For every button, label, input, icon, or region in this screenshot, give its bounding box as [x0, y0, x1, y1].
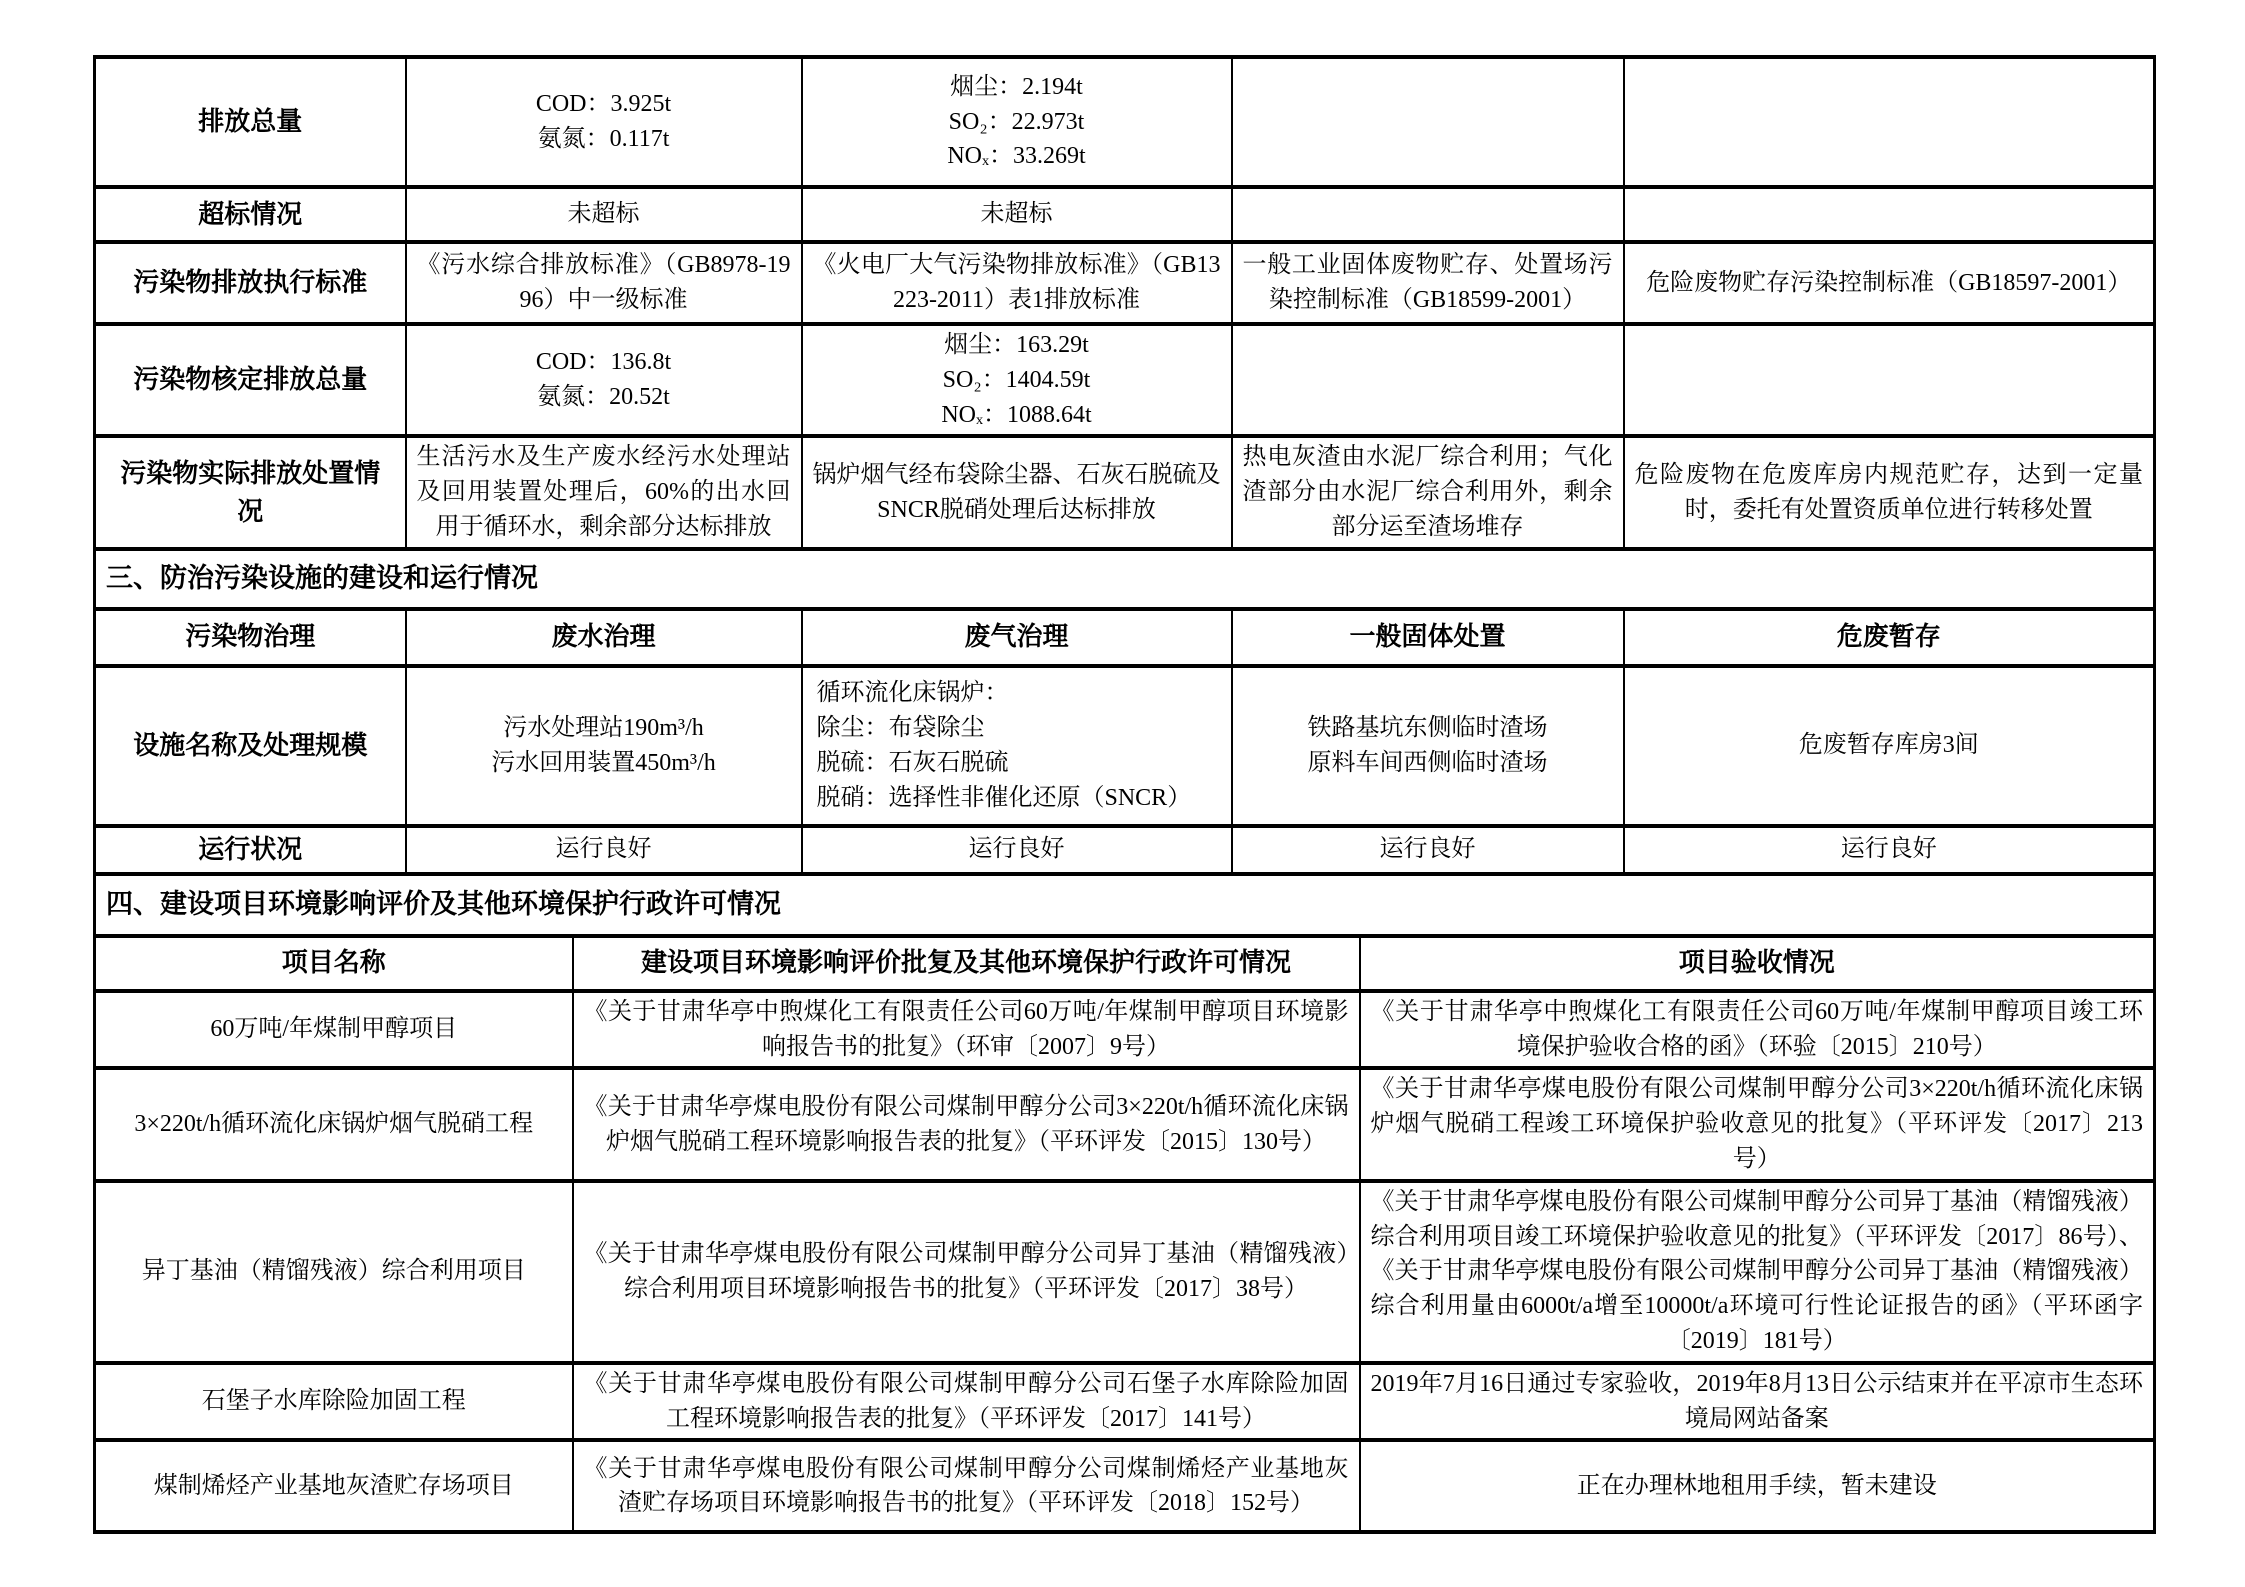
cell-facility-hazard: 危废暂存库房3间	[1624, 666, 2155, 826]
row-actual-disposal	[95, 436, 2155, 548]
cell-exceed-air: 未超标	[802, 187, 1232, 242]
row-emission-total	[95, 57, 2155, 187]
cell-project-5-acceptance: 正在办理林地租用手续，暂未建设	[1360, 1440, 2155, 1532]
cell-actual-label: 污染物实际排放处置情况	[95, 436, 406, 548]
project-header-approval: 建设项目环境影响评价批复及其他环境保护行政许可情况	[573, 936, 1360, 991]
text-line: COD：136.8t	[535, 349, 672, 376]
cell-standard-label: 污染物排放执行标准	[95, 242, 406, 324]
cell-standard-water: 《污水综合排放标准》（GB8978-1996）中一级标准	[406, 242, 802, 324]
cell-exceed-hazard-empty	[1624, 187, 2155, 242]
cell-approved-label: 污染物核定排放总量	[95, 324, 406, 436]
text-line: NOₓ：33.269t	[947, 143, 1086, 170]
cell-approved-hazard-empty	[1624, 324, 2155, 436]
cell-standard-solid: 一般工业固体废物贮存、处置场污染控制标准（GB18599-2001）	[1232, 242, 1624, 324]
text-line: 循环流化床锅炉：	[816, 680, 1009, 707]
row-facility	[95, 666, 2155, 826]
cell-project-1-acceptance: 《关于甘肃华亭中煦煤化工有限责任公司60万吨/年煤制甲醇项目竣工环境保护验收合格的函》（环验〔2015〕210号）	[1360, 991, 2155, 1069]
cell-status-hazard: 运行良好	[1624, 826, 2155, 874]
facility-header-solid: 一般固体处置	[1232, 609, 1624, 666]
row-status	[95, 826, 2155, 874]
row-section3-heading	[95, 549, 2155, 609]
row-project-3	[95, 1181, 2155, 1363]
cell-status-solid: 运行良好	[1232, 826, 1624, 874]
cell-status-water: 运行良好	[406, 826, 802, 874]
facility-header-water: 废水治理	[406, 609, 802, 666]
cell-project-3-acceptance: 《关于甘肃华亭煤电股份有限公司煤制甲醇分公司异丁基油（精馏残液）综合利用项目竣工环境保护验收意见的批复》（平环评发〔2017〕86号）、《关于甘肃华亭煤电股份有限公司煤制甲醇分公司异丁基油（精馏残液）综合利用量由6000t/a增至10000t/a环境可行性论证报告的函》（平环函字〔2019〕181号）	[1360, 1181, 2155, 1363]
cell-project-1-name: 60万吨/年煤制甲醇项目	[95, 991, 573, 1069]
cell-project-5-approval: 《关于甘肃华亭煤电股份有限公司煤制甲醇分公司煤制烯烃产业基地灰渣贮存场项目环境影响报告书的批复》（平环评发〔2018〕152号）	[573, 1440, 1360, 1532]
cell-emission-water	[406, 57, 802, 187]
cell-emission-label: 排放总量	[95, 57, 406, 187]
section3-heading: 三、防治污染设施的建设和运行情况	[95, 549, 2155, 609]
text-line: 脱硫：石灰石脱硫	[816, 749, 1009, 776]
text-line: 氨氮：0.117t	[537, 126, 670, 152]
text-line: SO₂：1404.59t	[942, 366, 1091, 393]
cell-project-2-name: 3×220t/h循环流化床锅炉烟气脱硝工程	[95, 1068, 573, 1180]
cell-emission-solid-empty	[1232, 57, 1624, 187]
row-project-1	[95, 991, 2155, 1069]
cell-actual-air: 锅炉烟气经布袋除尘器、石灰石脱硫及SNCR脱硝处理后达标排放	[802, 436, 1232, 548]
row-standard	[95, 242, 2155, 324]
cell-standard-hazard: 危险废物贮存污染控制标准（GB18597-2001）	[1624, 242, 2155, 324]
cell-facility-solid	[1232, 666, 1624, 826]
cell-exceed-solid-empty	[1232, 187, 1624, 242]
facility-header-treatment: 污染物治理	[95, 609, 406, 666]
cell-standard-air: 《火电厂大气污染物排放标准》（GB13223-2011）表1排放标准	[802, 242, 1232, 324]
text-line: 氨氮：20.52t	[537, 384, 670, 411]
text-line: COD：3.925t	[535, 91, 672, 118]
cell-actual-water: 生活污水及生产废水经污水处理站及回用装置处理后，60%的出水回用于循环水，剩余部分达标排放	[406, 436, 802, 548]
row-project-4	[95, 1363, 2155, 1441]
row-project-2	[95, 1068, 2155, 1180]
cell-facility-water	[406, 666, 802, 826]
cell-actual-hazard: 危险废物在危废库房内规范贮存，达到一定量时，委托有处置资质单位进行转移处置	[1624, 436, 2155, 548]
project-header-name: 项目名称	[95, 936, 573, 991]
cell-approved-air	[802, 324, 1232, 436]
cell-approved-solid-empty	[1232, 324, 1624, 436]
cell-emission-hazard-empty	[1624, 57, 2155, 187]
cell-approved-water	[406, 324, 802, 436]
row-exceed	[95, 187, 2155, 242]
cell-project-3-name: 异丁基油（精馏残液）综合利用项目	[95, 1181, 573, 1363]
cell-project-2-acceptance: 《关于甘肃华亭煤电股份有限公司煤制甲醇分公司3×220t/h循环流化床锅炉烟气脱硝工程竣工环境保护验收意见的批复》（平环评发〔2017〕213号）	[1360, 1068, 2155, 1180]
text-line: 污水处理站190m³/h	[503, 714, 704, 741]
cell-status-air: 运行良好	[802, 826, 1232, 874]
cell-actual-solid: 热电灰渣由水泥厂综合利用；气化渣部分由水泥厂综合利用外，剩余部分运至渣场堆存	[1232, 436, 1624, 548]
section4-heading: 四、建设项目环境影响评价及其他环境保护行政许可情况	[95, 874, 2155, 936]
cell-project-1-approval: 《关于甘肃华亭中煦煤化工有限责任公司60万吨/年煤制甲醇项目环境影响报告书的批复》（环审〔2007〕9号）	[573, 991, 1360, 1069]
text-line: 铁路基坑东侧临时渣场	[1307, 714, 1548, 741]
cell-project-5-name: 煤制烯烃产业基地灰渣贮存场项目	[95, 1440, 573, 1532]
text-line: NOₓ：1088.64t	[941, 401, 1092, 428]
report-table	[93, 55, 2156, 1534]
cell-project-4-name: 石堡子水库除险加固工程	[95, 1363, 573, 1441]
project-header-acceptance: 项目验收情况	[1360, 936, 2155, 991]
text-line: 脱硝：选择性非催化还原（SNCR）	[816, 784, 1192, 811]
text-line: 烟尘：163.29t	[944, 332, 1089, 358]
cell-facility-label: 设施名称及处理规模	[95, 666, 406, 826]
text-line: 污水回用装置450m³/h	[491, 749, 716, 776]
cell-project-4-approval: 《关于甘肃华亭煤电股份有限公司煤制甲醇分公司石堡子水库除险加固工程环境影响报告表的批复》（平环评发〔2017〕141号）	[573, 1363, 1360, 1441]
text-line: SO₂：22.973t	[948, 108, 1085, 135]
text-line: 除尘：布袋除尘	[816, 714, 985, 741]
facility-header-hazard: 危废暂存	[1624, 609, 2155, 666]
row-project-header	[95, 936, 2155, 991]
row-project-5	[95, 1440, 2155, 1532]
cell-exceed-water: 未超标	[406, 187, 802, 242]
text-line: 原料车间西侧临时渣场	[1307, 749, 1548, 776]
row-facility-header	[95, 609, 2155, 666]
cell-status-label: 运行状况	[95, 826, 406, 874]
text-line: 烟尘：2.194t	[950, 73, 1083, 100]
cell-project-3-approval: 《关于甘肃华亭煤电股份有限公司煤制甲醇分公司异丁基油（精馏残液）综合利用项目环境影响报告书的批复》（平环评发〔2017〕38号）	[573, 1181, 1360, 1363]
cell-project-4-acceptance: 2019年7月16日通过专家验收，2019年8月13日公示结束并在平凉市生态环境局网站备案	[1360, 1363, 2155, 1441]
row-section4-heading	[95, 874, 2155, 936]
cell-emission-air	[802, 57, 1232, 187]
cell-project-2-approval: 《关于甘肃华亭煤电股份有限公司煤制甲醇分公司3×220t/h循环流化床锅炉烟气脱硝工程环境影响报告表的批复》（平环评发〔2015〕130号）	[573, 1068, 1360, 1180]
cell-exceed-label: 超标情况	[95, 187, 406, 242]
cell-facility-air	[802, 666, 1232, 826]
row-approved-total	[95, 324, 2155, 436]
facility-header-air: 废气治理	[802, 609, 1232, 666]
